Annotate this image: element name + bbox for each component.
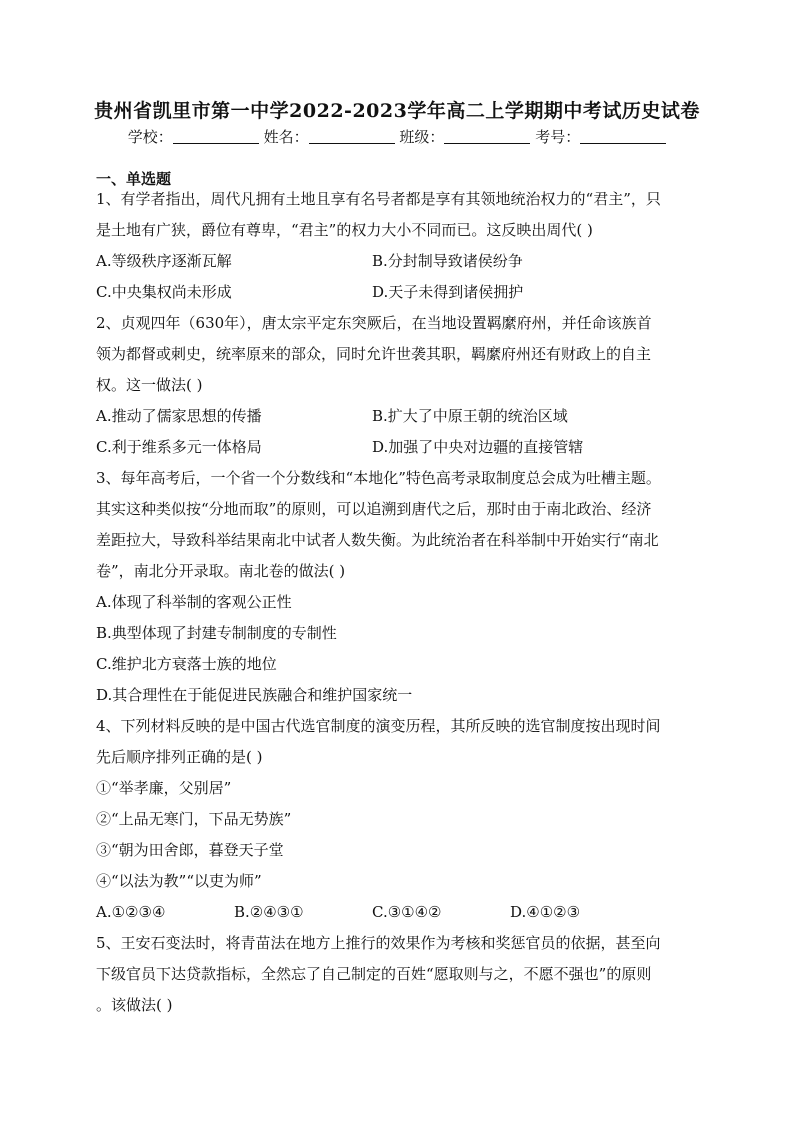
option-c: C.③①④② [372, 903, 442, 921]
option-a: A.体现了科举制的客观公正性 [96, 593, 292, 611]
option-a: A.推动了儒家思想的传播 [96, 407, 262, 425]
option-a: A.①②③④ [96, 903, 166, 921]
question-line: 差距拉大，导致科举结果南北中试者人数失衡。为此统治者在科举制中开始实行“南北 [96, 531, 659, 549]
question-line: 下级官员下达贷款指标，全然忘了自己制定的百姓“愿取则与之，不愿不强也”的原则 [96, 965, 652, 983]
question-2 [96, 308, 700, 463]
option-a: A.等级秩序逐渐瓦解 [96, 252, 232, 270]
option-c: C.利于维系多元一体格局 [96, 438, 262, 456]
material-item: ④“以法为教”“以吏为师” [96, 872, 262, 890]
question-line: 5、王安石变法时，将青苗法在地方上推行的效果作为考核和奖惩官员的依据，甚至向 [96, 934, 661, 952]
school-label: 学校： [127, 128, 173, 146]
question-line: 是土地有广狭，爵位有尊卑，“君主”的权力大小不同而已。这反映出周代( ) [96, 221, 593, 239]
section-title: 一、单选题 [96, 170, 172, 188]
name-blank [309, 129, 395, 144]
question-line: 3、每年高考后，一个省一个分数线和“本地化”特色高考录取制度总会成为吐槽主题。 [96, 469, 661, 487]
option-b: B.典型体现了封建专制制度的专制性 [96, 624, 337, 642]
option-row [96, 897, 700, 928]
option-row [96, 401, 700, 432]
exam-number-label: 考号： [535, 128, 581, 146]
option-row [96, 277, 700, 308]
name-label: 姓名： [263, 128, 309, 146]
option-c: C.中央集权尚未形成 [96, 283, 232, 301]
question-line: 4、下列材料反映的是中国古代选官制度的演变历程，其所反映的选官制度按出现时间 [96, 717, 661, 735]
material-item: ③“朝为田舍郎，暮登天子堂 [96, 841, 284, 859]
exam-number-blank [580, 129, 666, 144]
question-5 [96, 928, 700, 1021]
question-1 [96, 184, 700, 308]
question-list [96, 184, 700, 1021]
option-row [96, 432, 700, 463]
option-b: B.②④③① [234, 903, 304, 921]
option-b: B.扩大了中原王朝的统治区域 [372, 407, 568, 425]
option-b: B.分封制导致诸侯纷争 [372, 252, 523, 270]
student-info-row [0, 126, 794, 147]
question-line: 2、贞观四年（630年），唐太宗平定东突厥后，在当地设置羁縻府州，并任命该族首 [96, 314, 652, 332]
option-d: D.其合理性在于能促进民族融合和维护国家统一 [96, 686, 413, 704]
question-line: 先后顺序排列正确的是( ) [96, 748, 263, 766]
material-item: ①“举孝廉，父别居” [96, 779, 232, 797]
question-line: 其实这种类似按“分地而取”的原则，可以追溯到唐代之后，那时由于南北政治、经济 [96, 500, 652, 518]
material-item: ②“上品无寒门，下品无势族” [96, 810, 292, 828]
option-c: C.维护北方衰落士族的地位 [96, 655, 277, 673]
option-d: D.④①②③ [510, 903, 581, 921]
question-4 [96, 711, 700, 928]
option-row [96, 246, 700, 277]
question-line: 权。这一做法( ) [96, 376, 203, 394]
question-line: 1、有学者指出，周代凡拥有土地且享有名号者都是享有其领地统治权力的“君主”，只 [96, 190, 661, 208]
class-blank [444, 129, 530, 144]
option-d: D.天子未得到诸侯拥护 [372, 283, 524, 301]
question-line: 领为都督或刺史，统率原来的部众，同时允许世袭其职，羁縻府州还有财政上的自主 [96, 345, 652, 363]
question-line: 卷”，南北分开录取。南北卷的做法( ) [96, 562, 346, 580]
page-title: 贵州省凯里市第一中学2022-2023学年高二上学期期中考试历史试卷 [94, 100, 700, 122]
question-line: 。该做法( ) [96, 996, 173, 1014]
option-d: D.加强了中央对边疆的直接管辖 [372, 438, 584, 456]
question-3 [96, 463, 700, 711]
school-blank [173, 129, 259, 144]
class-label: 班级： [399, 128, 445, 146]
